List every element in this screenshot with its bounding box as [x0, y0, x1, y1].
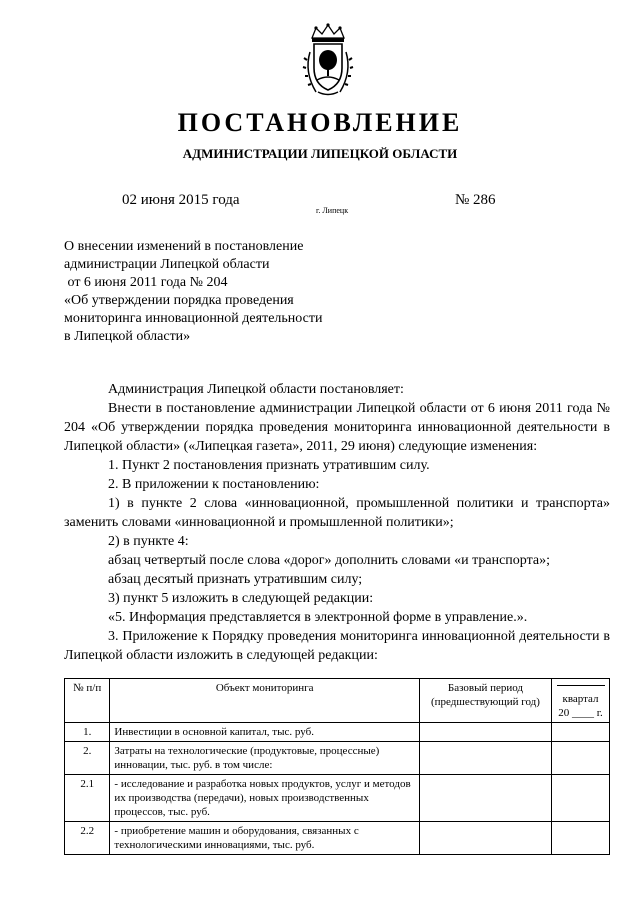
row-base-value [419, 742, 551, 775]
table-row [65, 723, 610, 742]
row-base-value [419, 775, 551, 822]
row-base-value [419, 723, 551, 742]
subject-line: от 6 июня 2011 года № 204 [64, 275, 228, 290]
row-quarter-value [552, 723, 610, 742]
row-object: Затраты на технологические (продуктовые, процессные) инновации, тыс. руб. в том числе: [110, 742, 420, 775]
subject-line: мониторинга инновационной деятельности [64, 311, 323, 326]
row-quarter-value [552, 742, 610, 775]
row-num: 2.2 [65, 822, 110, 855]
paragraph: 3. Приложение к Порядку проведения мониторинга инновационной деятельности в Липецкой области изложить в следующей редакции: [64, 629, 610, 663]
monitoring-table [64, 678, 610, 855]
paragraph: 2. В приложении к постановлению: [108, 477, 320, 492]
quarter-label: квартал [562, 693, 599, 705]
document-city: г. Липецк [316, 206, 349, 215]
document-issuer: АДМИНИСТРАЦИИ ЛИПЕЦКОЙ ОБЛАСТИ [182, 146, 458, 161]
row-num: 2. [65, 742, 110, 775]
document-title: ПОСТАНОВЛЕНИЕ [177, 108, 463, 137]
paragraph: Администрация Липецкой области постановляет: [108, 382, 404, 397]
document-subject [64, 238, 322, 346]
paragraph: 1) в пункте 2 слова «инновационной, промышленной политики и транспорта» заменить словами «инновационной и промышленной политики»; [64, 496, 610, 530]
document-body [64, 380, 610, 665]
header-base-period: Базовый период (предшествующий год) [419, 679, 551, 723]
subject-line: О внесении изменений в постановление [64, 239, 304, 254]
paragraph: абзац четвертый после слова «дорог» дополнить словами «и транспорта»; [108, 553, 550, 568]
paragraph: 2) в пункте 4: [108, 534, 189, 549]
table-row [65, 775, 610, 822]
document-number: № 286 [455, 192, 496, 208]
paragraph: Внести в постановление администрации Липецкой области от 6 июня 2011 года № 204 «Об утверждении порядка проведения мониторинга инновационной деятельности в Липецкой области» («Липецкая газета», 2011, 29 июня) следующие изменения: [64, 401, 610, 454]
row-num: 1. [65, 723, 110, 742]
table-header-row [65, 679, 610, 723]
header-quarter [552, 679, 610, 723]
header-object: Объект мониторинга [110, 679, 420, 723]
row-quarter-value [552, 775, 610, 822]
blank-line [557, 685, 605, 686]
row-object: - приобретение машин и оборудования, связанных с технологическими инновациями, тыс. руб. [110, 822, 420, 855]
row-quarter-value [552, 822, 610, 855]
coat-of-arms-emblem [302, 22, 354, 98]
paragraph: «5. Информация представляется в электронной форме в управление.». [108, 610, 528, 625]
row-base-value [419, 822, 551, 855]
year-label: 20 ____ г. [558, 707, 603, 719]
paragraph: 1. Пункт 2 постановления признать утратившим силу. [108, 458, 430, 473]
paragraph: 3) пункт 5 изложить в следующей редакции: [108, 591, 374, 606]
table-row [65, 822, 610, 855]
paragraph: абзац десятый признать утратившим силу; [108, 572, 363, 587]
row-object: - исследование и разработка новых продуктов, услуг и методов их производства (передачи), новых производственных процессов, тыс. руб. [110, 775, 420, 822]
row-object: Инвестиции в основной капитал, тыс. руб. [110, 723, 420, 742]
subject-line: «Об утверждении порядка проведения [64, 293, 294, 308]
header-num: № п/п [65, 679, 110, 723]
table-row [65, 742, 610, 775]
subject-line: администрации Липецкой области [64, 257, 270, 272]
subject-line: в Липецкой области» [64, 329, 191, 344]
row-num: 2.1 [65, 775, 110, 822]
document-date: 02 июня 2015 года [122, 192, 240, 208]
